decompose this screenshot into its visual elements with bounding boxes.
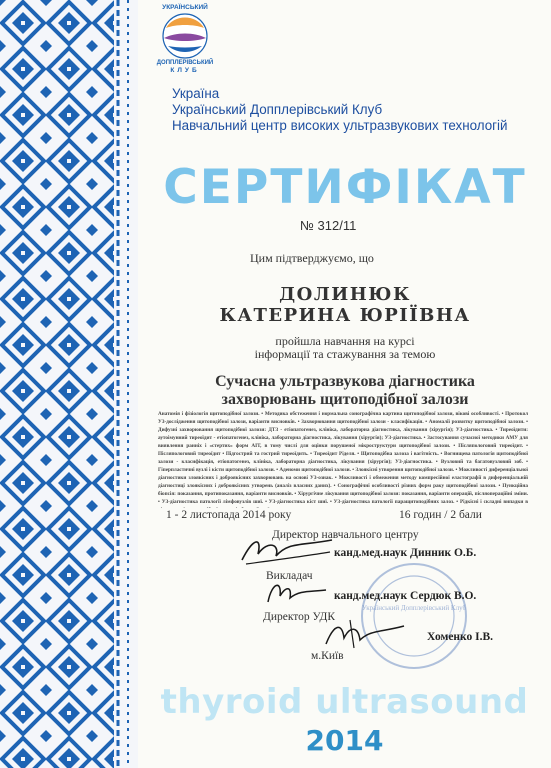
certificate-title: СЕРТИФІКАТ [163, 160, 527, 215]
course-line-1: пройшла навчання на курсі [275, 334, 415, 348]
director-role: Директор навчального центру [272, 529, 419, 541]
watermark-text: thyroid ultrasound [160, 682, 529, 722]
course-hours: 16 годин / 2 бали [399, 509, 482, 521]
udk-director-signature [320, 614, 410, 652]
lecturer-role: Викладач [266, 570, 313, 582]
course-dates: 1 - 2 листопада 2014 року [166, 509, 292, 521]
director-name: канд.мед.наук Динник О.Б. [334, 547, 477, 559]
org-center: Навчальний центр високих ультразвукових технологій [172, 118, 508, 133]
logo-top-text: УКРАЇНСЬКИЙ [162, 4, 208, 11]
topic-line-1: Сучасна ультразвукова діагностика [215, 373, 475, 390]
logo-mid-text: ДОППЛЕРІВСЬКИЙ [156, 60, 214, 66]
logo-bottom-text: КЛУБ [170, 67, 200, 74]
org-club: Український Допплерівський Клуб [172, 102, 383, 117]
embroidery-ornament [0, 0, 138, 768]
confirm-text: Цим підтверджуємо, що [250, 251, 374, 265]
city: м.Київ [311, 650, 344, 662]
org-country: Україна [172, 86, 220, 101]
certificate-year: 2014 [305, 724, 384, 757]
recipient-surname: ДОЛИНЮК [279, 284, 411, 305]
lecturer-name: канд.мед.наук Сердюк В.О. [334, 590, 477, 602]
udk-director-name: Хоменко І.В. [427, 631, 494, 643]
director-signature [236, 530, 336, 570]
course-description: Анатомія і фізіологія щитоподібної залози. • Методика обстеження і нормальна сонографічна картина щитоподібної залози, вікові особливості. • Протокол УЗ-дослідження щитоподібної залози, варіанти висновків. • Захворювання щитоподібної залози - класифікація. • Аномалії розвитку щитоподібної залози. • Дифузні захворювання щитоподібної залози: ДТЗ - етіопатогенез, клініка, лабораторна діагностика, лікування (хірургія); УЗ-діагностика. • Тиреоїдити: аутоімунний тиреоїдит - етіопатогенез, клініка, лабораторна діагностика, лікування (хірургія); УЗ-діагностика. • Застосування сучасної методики АМУ для виявлення ранніх і «стертих» форм АІТ, в тому числі для оцінки порушеної мікроструктури щитоподібної залози. • Післяпологовий тиреоїдит. • Післяпологовий тиреоїдит • Підгострий та гострий тиреоїдить. • Тиреоїдит Ріделя. • Щитоподібна залоза і вагітність. • Вогнищева патологія щитоподібної залози - класифікація, етіопатогенез, клініка, лабораторна діагностика, лікування (хірургія); УЗ-діагностика. • Вузловий та багатовузловий зоб. • Гіперпластичні вузлі і кісти щитоподібної залози. • Аденоми щитоподібної залози. • Злоякісні утворення щитоподібної залози. • Можливості диференціальної діагностики злоякісних і доброякісних захворювань на основі УЗ-ознак. • Можливості і обмеження методу компресійної еластографії в диференціальній діагностиці злоякісних і доброякісних утворень (аналіз власних даних). • Сонографічні особливості різних форм раку щитоподібної залози. • Пункційна біопсія: показання, протипоказання, варіанти висновків. • Хірургічне лікування щитоподібної залози: показання, варіанти операцій, післяопераційні зміни. • УЗ-діагностика патології лімфовузлів шиї. • УЗ-діагностика кіст шиї. • УЗ-діагностика патології паращитоподібних залоз. • Рідкісні і складні випадки в [158, 411, 528, 505]
course-line-2: інформації та стажування за темою [254, 347, 436, 361]
topic-line-2: захворювань щитоподібної залози [221, 391, 469, 408]
doppler-club-logo [150, 2, 220, 74]
recipient-given-names: КАТЕРИНА ЮРІЇВНА [219, 305, 471, 326]
lecturer-signature [262, 576, 332, 610]
certificate-number: № 312/11 [300, 218, 357, 233]
stamp-text: Український Допплерівський Клуб [361, 604, 467, 612]
udk-director-role: Директор УДК [263, 611, 336, 623]
organization-block [172, 86, 508, 134]
